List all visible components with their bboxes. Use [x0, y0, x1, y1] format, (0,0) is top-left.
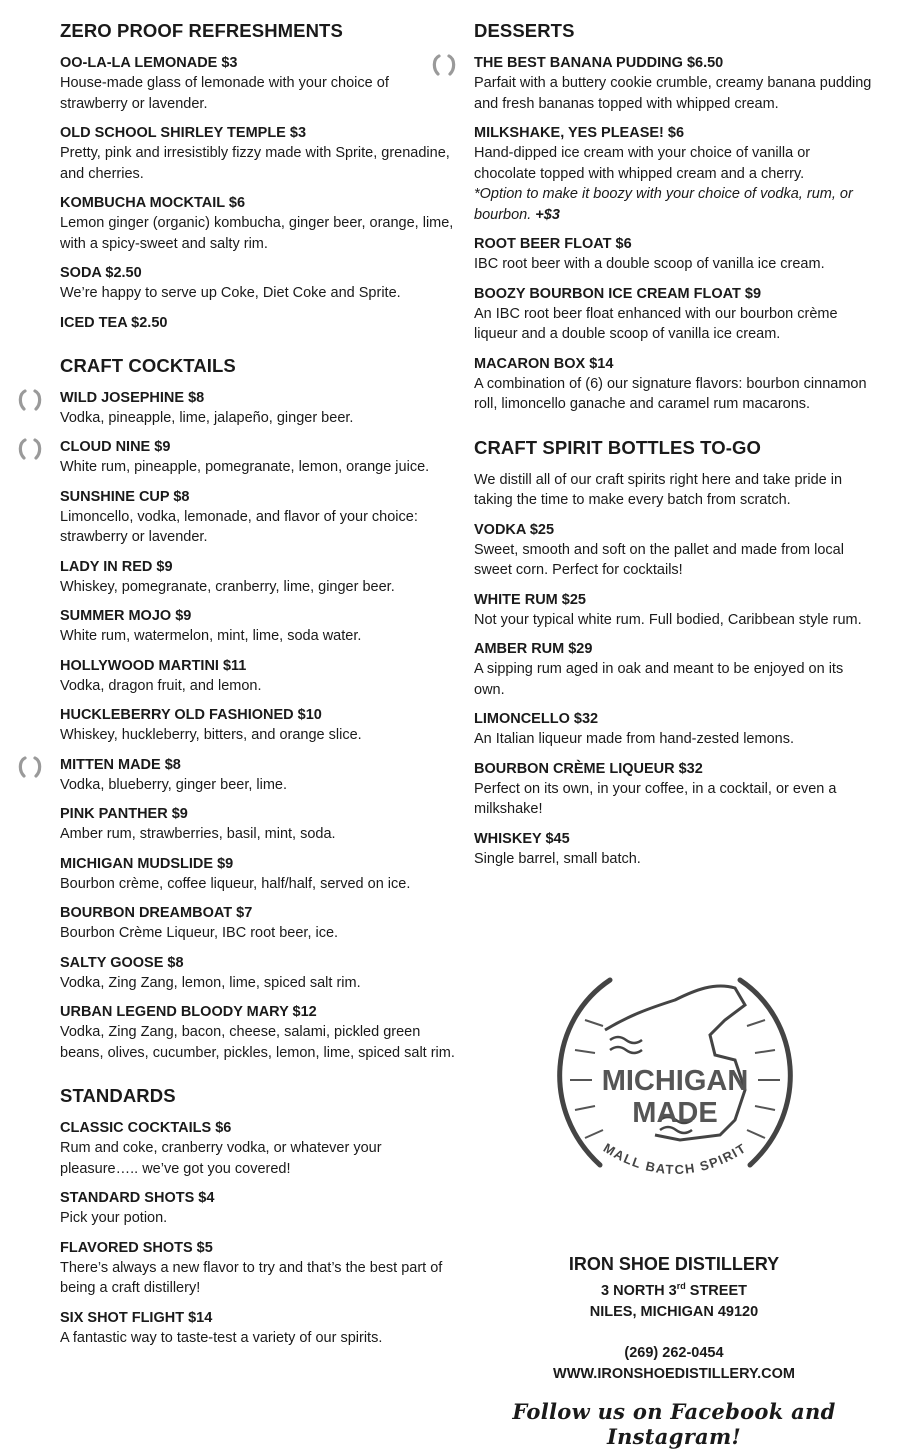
logo-arc-textpath: MALL BATCH SPIRIT — [600, 1140, 750, 1178]
item-desc: Bourbon Crème Liqueur, IBC root beer, ice. — [60, 925, 339, 941]
item-name: CLOUD NINE $9 — [60, 439, 171, 455]
menu-item — [60, 1188, 455, 1229]
section-title: CRAFT SPIRIT BOTTLES TO-GO — [474, 436, 761, 458]
item-name: HUCKLEBERRY OLD FASHIONED $10 — [60, 707, 322, 723]
item-name: MICHIGAN MUDSLIDE $9 — [60, 855, 234, 872]
menu-item — [60, 263, 455, 304]
item-desc: There’s always a new flavor to try and that’s the best part of being a craft distillery! — [60, 1259, 443, 1296]
item-desc: Vodka, Zing Zang, lemon, lime, spiced salt rim. — [60, 974, 361, 991]
item-name: BOURBON DREAMBOAT $7 — [60, 905, 253, 921]
item-desc: Rum and coke, cranberry vodka, or whatever your pleasure….. we’ve got you covered! — [60, 1140, 382, 1177]
item-name: SUMMER MOJO $9 — [60, 608, 192, 624]
item-name: ROOT BEER FLOAT $6 — [474, 236, 632, 252]
section-desserts — [474, 20, 874, 415]
menu-item — [60, 1118, 455, 1179]
street-post: STREET — [685, 1282, 747, 1299]
item-desc: Vodka, pineapple, lime, jalapeño, ginger beer. — [60, 409, 354, 426]
menu-item — [474, 520, 874, 581]
item-name: KOMBUCHA MOCKTAIL $6 — [60, 195, 246, 211]
menu-item — [60, 804, 455, 845]
item-name: HOLLYWOOD MARTINI $11 — [60, 657, 247, 674]
menu-item — [60, 755, 455, 796]
item-desc: A sipping rum aged in oak and meant to be enjoyed on its own. — [474, 661, 844, 698]
item-desc: White rum, pineapple, pomegranate, lemon, orange juice. — [60, 459, 430, 475]
section-zero-proof — [60, 20, 455, 333]
menu-item — [474, 709, 874, 750]
item-name: MACARON BOX $14 — [474, 355, 614, 372]
item-name: OLD SCHOOL SHIRLEY TEMPLE $3 — [60, 125, 307, 141]
menu-item — [60, 656, 455, 697]
item-desc: We’re happy to serve up Coke, Diet Coke and Sprite. — [60, 285, 401, 301]
item-name: SALTY GOOSE $8 — [60, 954, 184, 971]
item-desc: An Italian liqueur made from hand-zested lemons. — [474, 731, 794, 747]
item-name: URBAN LEGEND BLOODY MARY $12 — [60, 1004, 317, 1020]
item-name: WHITE RUM $25 — [474, 591, 586, 608]
street-address — [474, 1276, 874, 1302]
menu-item — [60, 388, 455, 429]
item-name: LADY IN RED $9 — [60, 558, 173, 575]
menu-item — [60, 557, 455, 598]
item-desc: Whiskey, pomegranate, cranberry, lime, ginger beer. — [60, 578, 395, 595]
item-name: FLAVORED SHOTS $5 — [60, 1239, 213, 1256]
item-desc: Not your typical white rum. Full bodied, Caribbean style rum. — [474, 611, 862, 628]
item-desc: Vodka, blueberry, ginger beer, lime. — [60, 776, 288, 793]
phone-number[interactable]: (269) 262-0454 — [624, 1344, 724, 1361]
logo-line2: MADE — [632, 1097, 718, 1129]
item-desc: Vodka, dragon fruit, and lemon. — [60, 677, 262, 694]
menu-item — [60, 1308, 455, 1349]
item-desc: Vodka, Zing Zang, bacon, cheese, salami, pickled green beans, olives, cucumber, pickles, lemon, lime, spiced salt rim. — [60, 1024, 455, 1061]
item-desc: Pick your potion. — [60, 1210, 168, 1226]
section-title: DESSERTS — [474, 20, 575, 41]
menu-item — [474, 354, 874, 415]
item-desc: Single barrel, small batch. — [474, 850, 641, 867]
menu-item — [60, 1002, 455, 1063]
item-name: SIX SHOT FLIGHT $14 — [60, 1309, 213, 1326]
item-name: PINK PANTHER $9 — [60, 806, 188, 822]
horseshoe-icon — [18, 756, 42, 778]
item-name: MITTEN MADE $8 — [60, 756, 181, 773]
section-standards — [60, 1085, 455, 1348]
left-column — [60, 20, 455, 1357]
menu-item — [60, 437, 455, 478]
item-name: WHISKEY $45 — [474, 830, 570, 847]
section-title: STANDARDS — [60, 1085, 176, 1106]
item-name: ICED TEA $2.50 — [60, 314, 168, 331]
horseshoe-icon — [432, 54, 456, 76]
item-name: BOOZY BOURBON ICE CREAM FLOAT $9 — [474, 285, 762, 302]
menu-item — [60, 606, 455, 647]
item-name: WILD JOSEPHINE $8 — [60, 389, 205, 406]
distillery-name: IRON SHOE DISTILLERY — [568, 1254, 780, 1274]
footer — [474, 1252, 874, 1449]
item-desc: Parfait with a buttery cookie crumble, creamy banana pudding and fresh bananas topped with whipped cream. — [474, 75, 872, 112]
item-name: SUNSHINE CUP $8 — [60, 488, 190, 505]
street-pre: 3 NORTH 3 — [601, 1282, 677, 1299]
item-desc: Pretty, pink and irresistibly fizzy made with Sprite, grenadine, and cherries. — [60, 145, 450, 182]
menu-item — [474, 759, 874, 820]
social-follow: Follow us on Facebook and Instagram! — [512, 1398, 836, 1449]
bottles-intro: We distill all of our craft spirits right here and take pride in taking the time to make every batch from scratch. — [474, 471, 843, 508]
item-name: BOURBON CRÈME LIQUEUR $32 — [474, 760, 703, 777]
item-desc: Amber rum, strawberries, basil, mint, soda. — [60, 826, 336, 842]
item-desc: Hand-dipped ice cream with your choice of vanilla or chocolate topped with whipped cream and a cherry. — [474, 145, 811, 182]
menu-item — [60, 193, 455, 254]
item-desc: IBC root beer with a double scoop of vanilla ice cream. — [474, 256, 825, 272]
item-name: CLASSIC COCKTAILS $6 — [60, 1120, 232, 1136]
menu-item — [474, 53, 874, 114]
menu-item — [60, 53, 455, 114]
item-desc: Sweet, smooth and soft on the pallet and made from local sweet corn. Perfect for cocktails! — [474, 541, 844, 578]
section-title: ZERO PROOF REFRESHMENTS — [60, 20, 343, 41]
item-desc: Bourbon crème, coffee liqueur, half/half, served on ice. — [60, 875, 411, 892]
menu-item — [60, 953, 455, 994]
menu-item — [474, 639, 874, 700]
menu-item — [60, 705, 455, 746]
street-sup: rd — [676, 1281, 686, 1291]
item-name: MILKSHAKE, YES PLEASE! $6 — [474, 125, 685, 141]
item-desc: Perfect on its own, in your coffee, in a cocktail, or even a milkshake! — [474, 780, 837, 817]
menu-item — [60, 1238, 455, 1299]
menu-item — [60, 903, 455, 944]
horseshoe-icon — [18, 389, 42, 411]
item-name: OO-LA-LA LEMONADE $3 — [60, 55, 238, 71]
item-desc: House-made glass of lemonade with your choice of strawberry or lavender. — [60, 75, 389, 112]
section-bottles — [474, 437, 874, 870]
item-name: THE BEST BANANA PUDDING $6.50 — [474, 55, 724, 71]
item-name: VODKA $25 — [474, 521, 555, 538]
menu-item — [474, 590, 874, 631]
menu-item — [474, 284, 874, 345]
menu-item — [60, 313, 455, 333]
menu-item — [60, 487, 455, 548]
logo-graphic — [540, 960, 810, 1200]
menu-item — [474, 829, 874, 870]
item-desc: Lemon ginger (organic) kombucha, ginger beer, orange, lime, with a spicy-sweet and salty rim. — [60, 215, 454, 252]
item-desc: Limoncello, vodka, lemonade, and flavor of your choice: strawberry or lavender. — [60, 508, 418, 545]
boozy-option-price: +$3 — [535, 206, 560, 223]
item-desc: Whiskey, huckleberry, bitters, and orange slice. — [60, 727, 362, 743]
menu-item — [60, 123, 455, 184]
item-desc: An IBC root beer float enhanced with our bourbon crème liqueur and a double scoop of vanilla ice cream. — [474, 305, 838, 342]
item-name: SODA $2.50 — [60, 265, 142, 281]
boozy-option-note: *Option to make it boozy with your choice of vodka, rum, or bourbon. — [474, 186, 853, 223]
menu-item — [60, 854, 455, 895]
item-note — [474, 184, 874, 225]
right-column — [474, 20, 874, 878]
item-name: LIMONCELLO $32 — [474, 711, 599, 727]
section-title: CRAFT COCKTAILS — [60, 354, 236, 376]
item-desc: White rum, watermelon, mint, lime, soda water. — [60, 628, 362, 644]
section-craft-cocktails — [60, 355, 455, 1064]
logo-line1: MICHIGAN — [601, 1065, 749, 1097]
michigan-made-logo — [540, 960, 810, 1200]
item-name: STANDARD SHOTS $4 — [60, 1190, 215, 1206]
city-line: NILES, MICHIGAN 49120 — [589, 1303, 759, 1320]
website-link[interactable]: WWW.IRONSHOEDISTILLERY.COM — [553, 1365, 795, 1382]
menu-item — [474, 123, 874, 225]
item-name: AMBER RUM $29 — [474, 641, 593, 657]
item-desc: A combination of (6) our signature flavors: bourbon cinnamon roll, limoncello ganache and caramel rum macarons. — [474, 375, 867, 412]
item-desc: A fantastic way to taste-test a variety of our spirits. — [60, 1329, 383, 1346]
menu-item — [474, 234, 874, 275]
horseshoe-icon — [18, 438, 42, 460]
